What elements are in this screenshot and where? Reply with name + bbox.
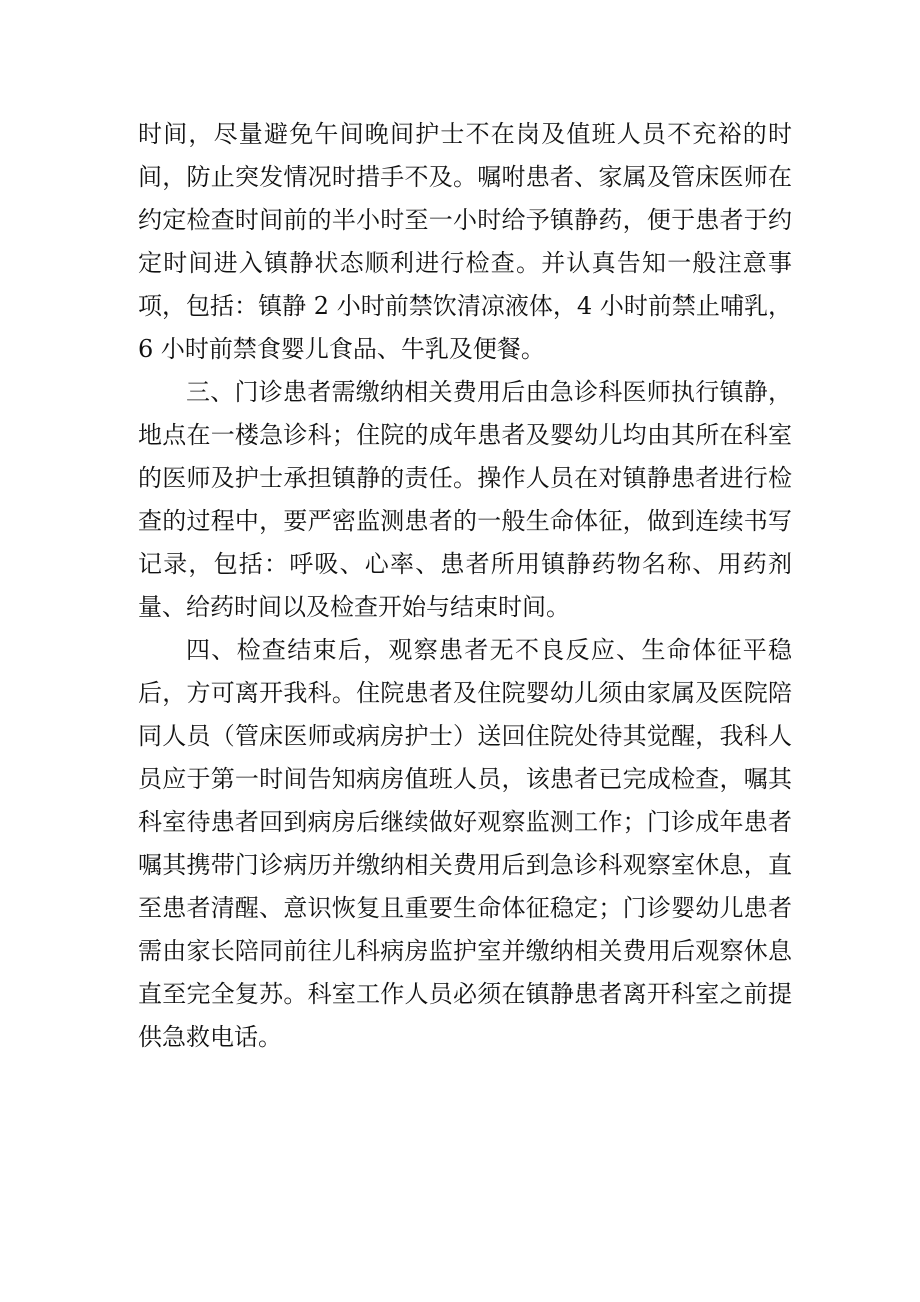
paragraph-section-3: 三、门诊患者需缴纳相关费用后由急诊科医师执行镇静，地点在一楼急诊科；住院的成年患者及婴幼儿均由其所在科室的医师及护士承担镇静的责任。操作人员在对镇静患者进行检查的过程中，要严密监测患者的一般生命体征，做到连续书写记录，包括：呼吸、心率、患者所用镇静药物名称、用药剂量、给药时间以及检查开始与结束时间。 [138, 378, 792, 621]
paragraph-continuation: 时间，尽量避免午间晚间护士不在岗及值班人员不充裕的时间，防止突发情况时措手不及。嘱咐患者、家属及管床医师在约定检查时间前的半小时至一小时给予镇静药，便于患者于约定时间进入镇静状态顺利进行检查。并认真告知一般注意事项，包括：镇静 2 小时前禁饮清凉液体，4 小时前禁止哺乳，6 小时前禁食婴儿食品、牛乳及便餐。 [138, 120, 792, 363]
paragraph-section-4: 四、检查结束后，观察患者无不良反应、生命体征平稳后，方可离开我科。住院患者及住院婴幼儿须由家属及医院陪同人员（管床医师或病房护士）送回住院处待其觉醒，我科人员应于第一时间告知病房值班人员，该患者已完成检查，嘱其科室待患者回到病房后继续做好观察监测工作；门诊成年患者嘱其携带门诊病历并缴纳相关费用后到急诊科观察室休息，直至患者清醒、意识恢复且重要生命体征稳定；门诊婴幼儿患者需由家长陪同前往儿科病房监护室并缴纳相关费用后观察休息直至完全复苏。科室工作人员必须在镇静患者离开科室之前提供急救电话。 [138, 636, 792, 1051]
document-page [138, 113, 792, 1059]
